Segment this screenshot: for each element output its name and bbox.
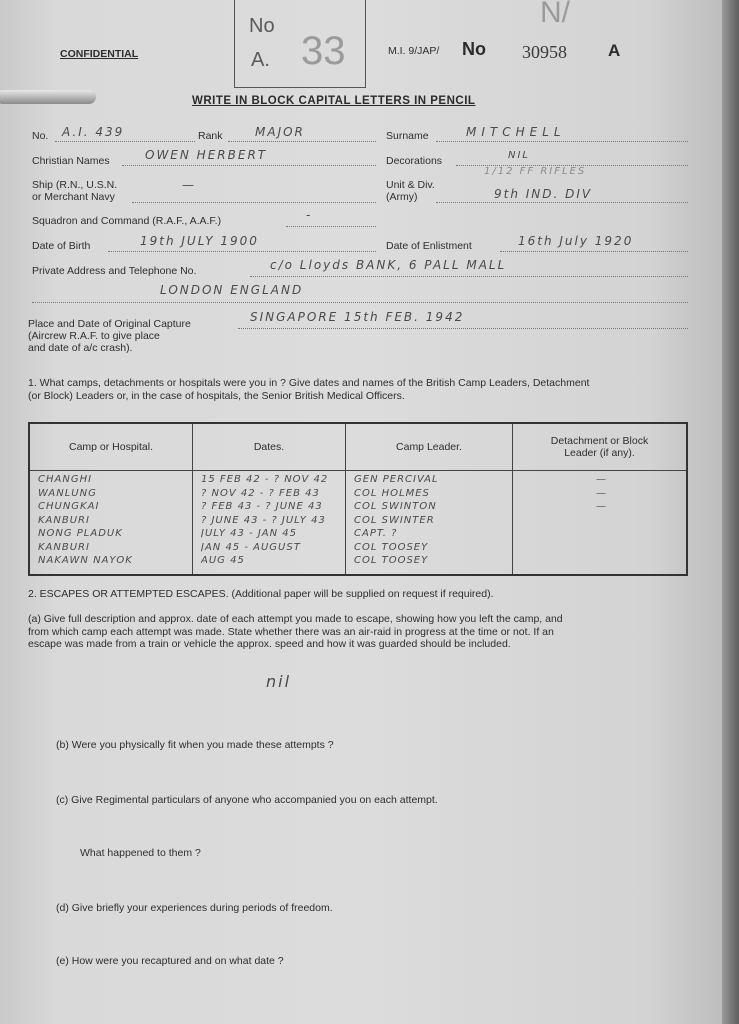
- decorations-label: Decorations: [386, 155, 443, 167]
- question-1-line1: 1. What camps, detachments or hospitals were you in ? Give dates and names of the British Camp Leaders, Detachment: [28, 377, 590, 389]
- number-field-value: A.I. 439: [62, 125, 125, 139]
- private-address-line1: c/o Lloyds BANK, 6 PALL MALL: [270, 258, 507, 272]
- christian-names-value: OWEN HERBERT: [145, 148, 268, 162]
- detachment-entry: —: [596, 501, 607, 512]
- column-header-dates: Dates.: [193, 423, 346, 471]
- stamp-number: 33: [301, 29, 346, 73]
- question-2a-line3: escape was made from a train or vehicle the approx. speed and how it was guarded should be included.: [28, 638, 511, 650]
- capture-label: [28, 318, 191, 354]
- camp-entry: KANBURI: [38, 514, 90, 526]
- date-entry: JAN 45 - AUGUST: [201, 541, 301, 553]
- form-reference: M.I. 9/JAP/: [388, 45, 440, 57]
- column-header-detachment-line2: Leader (if any).: [564, 447, 635, 459]
- date-entry: ? NOV 42 - ? FEB 43: [201, 487, 320, 499]
- ship-label-line1: Ship (R.N., U.S.N.: [32, 179, 118, 191]
- christian-names-label: Christian Names: [32, 155, 110, 167]
- block-stamp: [234, 0, 366, 88]
- date-entry: AUG 45: [201, 555, 245, 566]
- date-of-birth-value: 19th JULY 1900: [140, 234, 259, 248]
- stamp-number-label: No: [249, 15, 275, 37]
- leader-entry: COL SWINTON: [354, 501, 437, 512]
- question-2-heading: 2. ESCAPES OR ATTEMPTED ESCAPES. (Additional paper will be supplied on request if required).: [28, 588, 494, 600]
- binder-ring: [0, 90, 96, 104]
- leader-entry: COL SWINTER: [354, 514, 435, 526]
- camp-entry: NONG PLADUK: [38, 528, 123, 539]
- stamp-block-letter: A.: [251, 49, 270, 71]
- date-entry: JULY 43 - JAN 45: [201, 528, 298, 539]
- column-header-detachment-line1: Detachment or Block: [550, 435, 649, 447]
- capture-value: SINGAPORE 15th FEB. 1942: [250, 310, 465, 324]
- leader-entry: GEN PERCIVAL: [354, 474, 439, 485]
- question-2a-answer: nil: [266, 672, 292, 691]
- leader-entry: COL HOLMES: [354, 487, 430, 499]
- camp-entry: WANLUNG: [38, 487, 97, 499]
- question-2d: (d) Give briefly your experiences during periods of freedom.: [56, 902, 333, 914]
- capture-label-line2: (Aircrew R.A.F. to give place: [28, 330, 160, 342]
- column-header-camp-leader: Camp Leader.: [346, 423, 513, 471]
- camps-table: [28, 422, 688, 576]
- unit-div-crossed-value: 1/12 FF RIFLES: [484, 166, 587, 177]
- decorations-value: NIL: [508, 150, 531, 161]
- detachment-column: [513, 471, 688, 576]
- question-1: [28, 377, 589, 402]
- squadron-label: Squadron and Command (R.A.F., A.A.F.): [32, 215, 222, 227]
- number-label: No: [462, 39, 486, 59]
- number-field-label: No.: [32, 130, 49, 142]
- page-edge: [722, 0, 739, 1024]
- serial-number: 30958: [522, 42, 567, 62]
- camps-column: [29, 471, 193, 576]
- camp-entry: KANBURI: [38, 541, 90, 553]
- date-entry: ? JUNE 43 - ? JULY 43: [201, 514, 326, 526]
- unit-div-label: [386, 179, 435, 203]
- question-2c-followup: What happened to them ?: [80, 847, 201, 859]
- private-address-line2: LONDON ENGLAND: [160, 283, 304, 297]
- unit-div-value: 9th IND. DIV: [494, 187, 593, 201]
- question-2a: [28, 613, 563, 651]
- rank-label: Rank: [198, 130, 223, 142]
- squadron-value: -: [306, 208, 313, 222]
- date-of-birth-label: Date of Birth: [32, 240, 91, 252]
- private-address-label: Private Address and Telephone No.: [32, 265, 197, 277]
- form-instruction: WRITE IN BLOCK CAPITAL LETTERS IN PENCIL: [192, 95, 476, 107]
- date-entry: 15 FEB 42 - ? NOV 42: [201, 474, 329, 485]
- leader-entry: COL TOOSEY: [354, 541, 429, 553]
- question-2c: (c) Give Regimental particulars of anyone who accompanied you on each attempt.: [56, 794, 438, 806]
- rank-value: MAJOR: [255, 125, 305, 139]
- ship-label-line2: or Merchant Navy: [32, 191, 115, 203]
- camp-entry: NAKAWN NAYOK: [38, 555, 133, 566]
- question-2b: (b) Were you physically fit when you made these attempts ?: [56, 739, 334, 751]
- question-2a-line2: from which camp each attempt was made. State whether there was an air-raid in progress at the time or not. If an: [28, 625, 554, 638]
- surname-label: Surname: [386, 130, 429, 142]
- date-of-enlistment-value: 16th July 1920: [518, 234, 634, 248]
- serial-suffix: A: [608, 41, 621, 60]
- detachment-entry: —: [596, 474, 607, 485]
- dates-column: [193, 471, 346, 576]
- column-header-detachment-leader: [513, 423, 688, 471]
- leaders-column: [346, 471, 513, 576]
- leader-entry: COL TOOSEY: [354, 555, 429, 566]
- unit-div-label-line2: (Army): [386, 191, 418, 203]
- question-1-line2: (or Block) Leaders or, in the case of hospitals, the Senior British Medical Officers.: [28, 389, 405, 402]
- date-of-enlistment-label: Date of Enlistment: [386, 240, 472, 252]
- detachment-entry: —: [596, 487, 607, 499]
- unit-div-label-line1: Unit & Div.: [386, 179, 435, 191]
- date-entry: ? FEB 43 - ? JUNE 43: [201, 501, 323, 512]
- corner-annotation: N/: [540, 0, 570, 29]
- ship-label: [32, 179, 117, 203]
- question-2e: (e) How were you recaptured and on what date ?: [56, 955, 284, 967]
- capture-label-line1: Place and Date of Original Capture: [28, 318, 191, 330]
- column-header-camp: Camp or Hospital.: [29, 423, 193, 471]
- surname-value: MITCHELL: [466, 125, 566, 139]
- capture-label-line3: and date of a/c crash).: [28, 342, 133, 354]
- camp-entry: CHUNGKAI: [38, 501, 100, 512]
- question-2a-line1: (a) Give full description and approx. date of each attempt you made to escape, showing how you left the camp, and: [28, 613, 563, 625]
- classification-marking: CONFIDENTIAL: [60, 48, 139, 60]
- ship-value: —: [182, 178, 196, 192]
- leader-entry: CAPT. ?: [354, 528, 398, 539]
- camp-entry: CHANGHI: [38, 474, 93, 485]
